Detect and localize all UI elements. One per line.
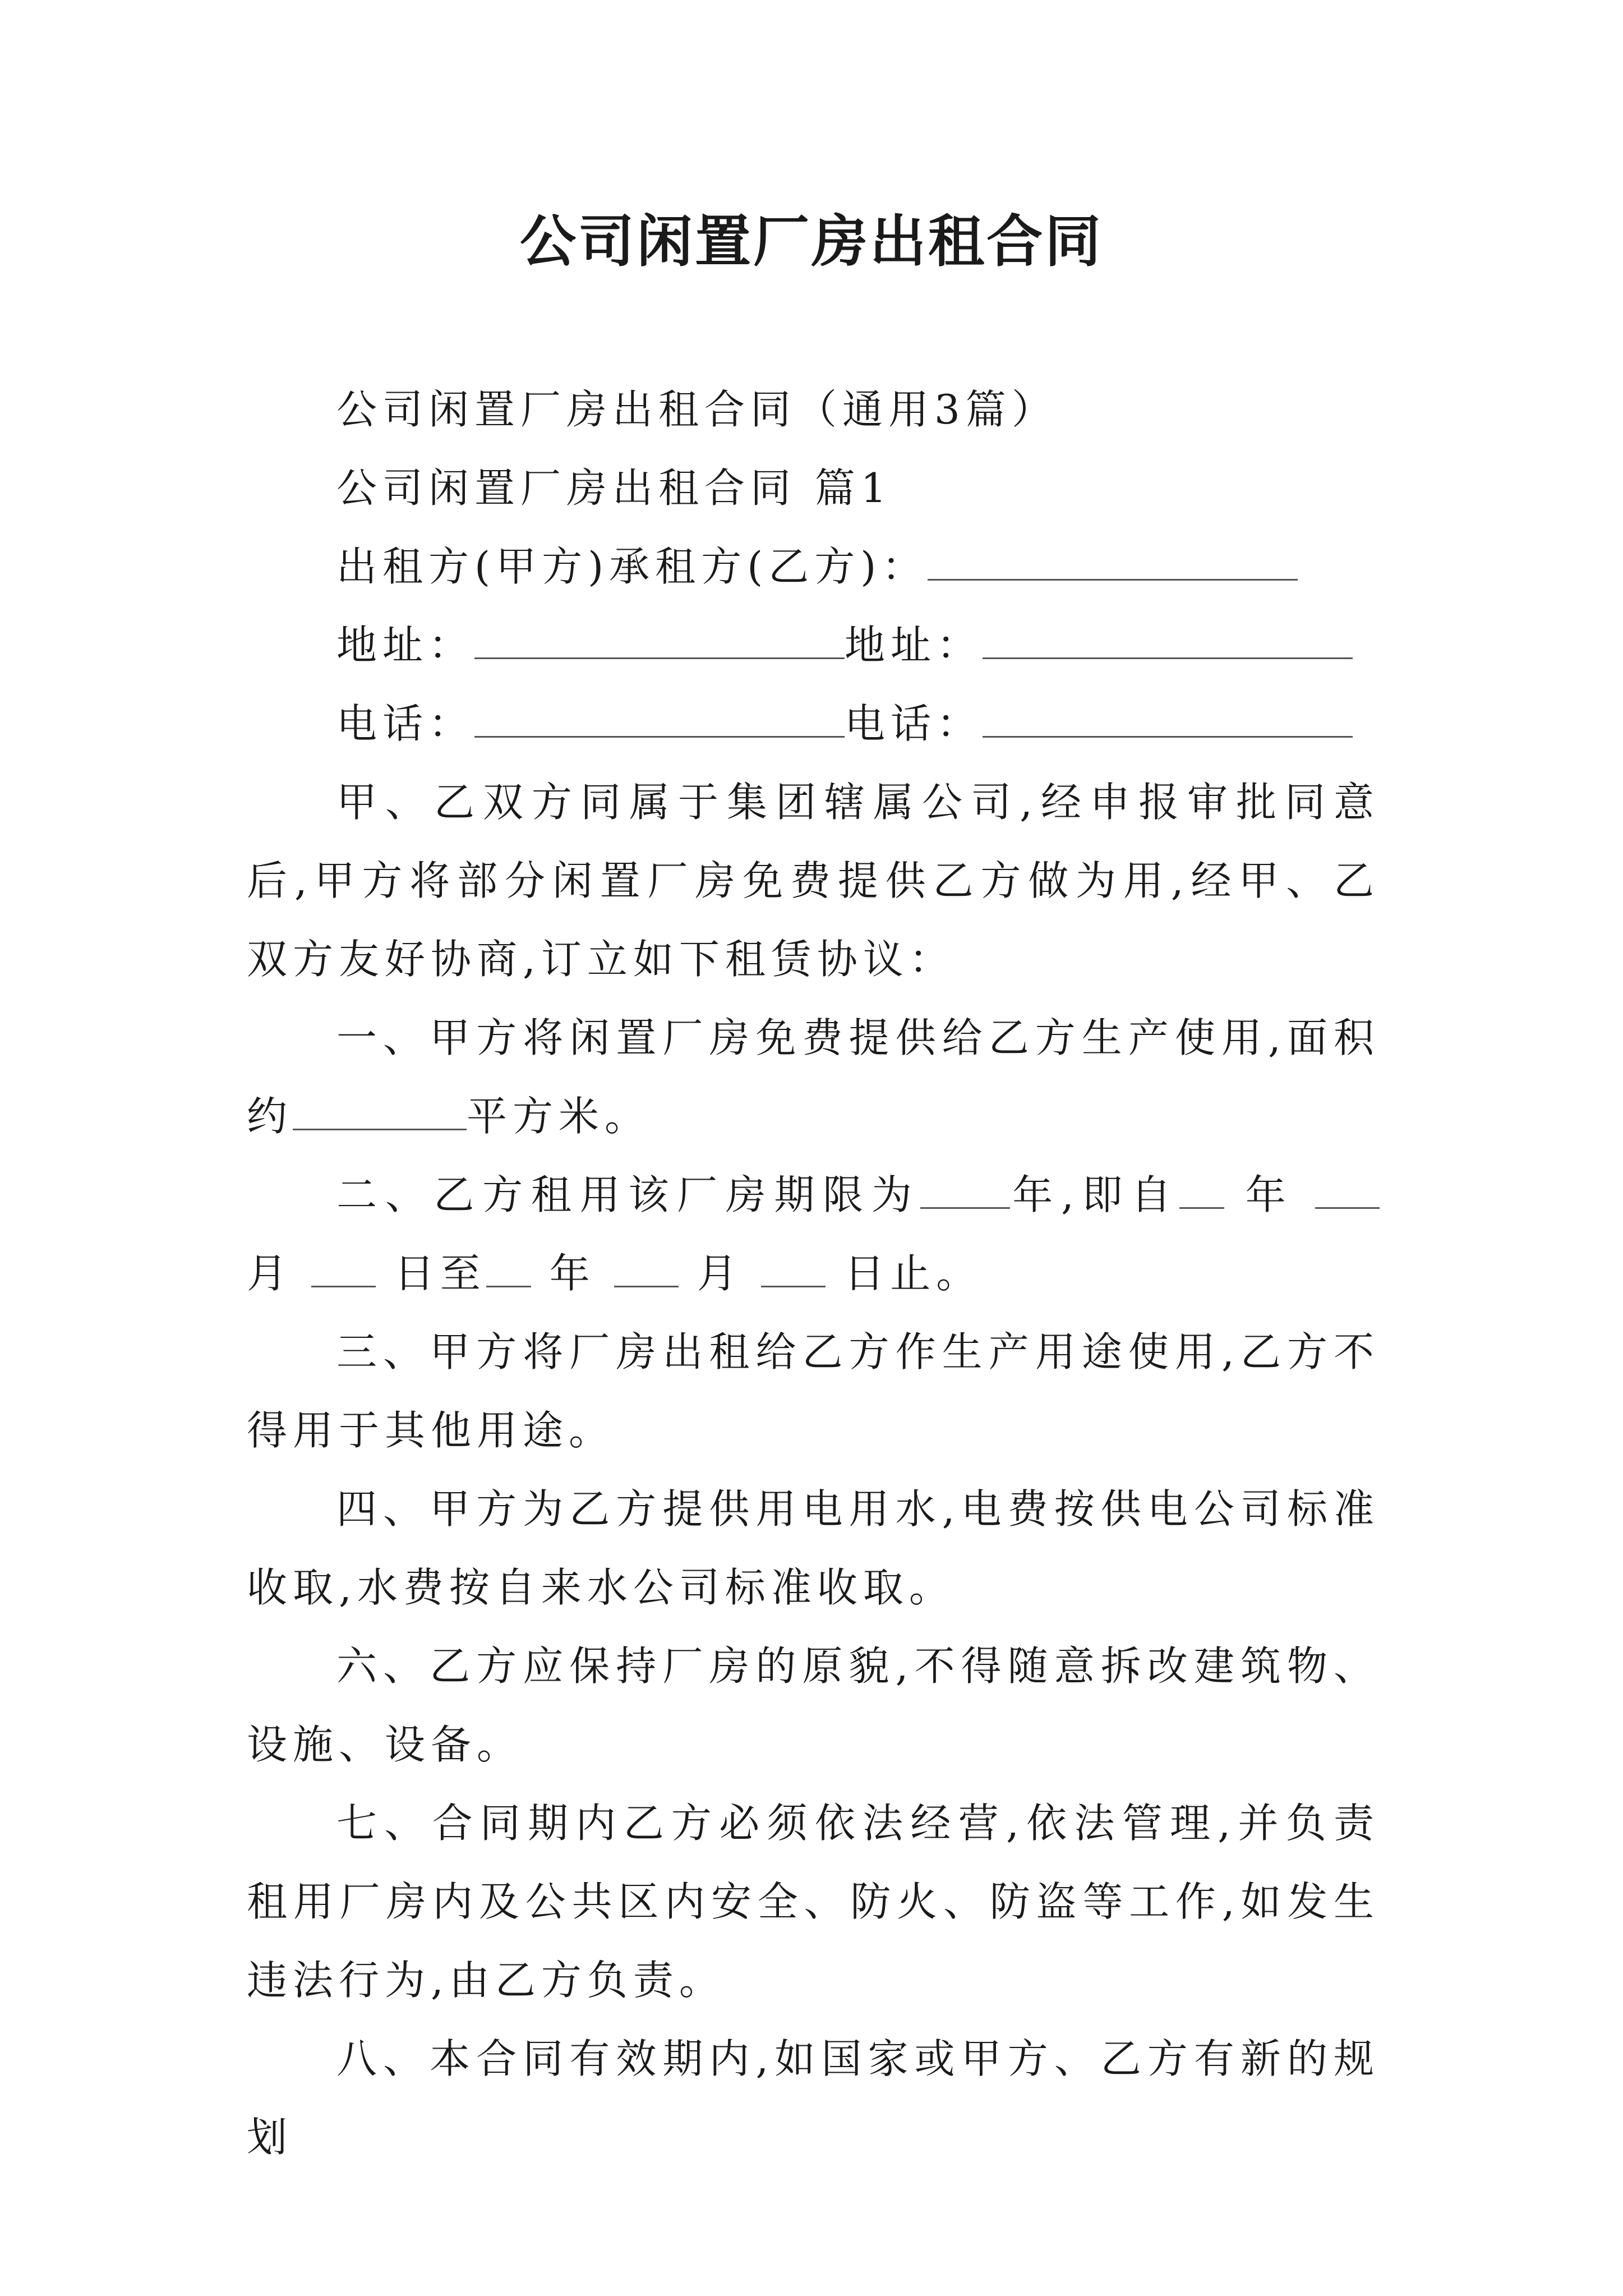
phone-blank-a bbox=[474, 702, 845, 738]
clause-8: 八、本合同有效期内,如国家或甲方、乙方有新的规划 bbox=[247, 2035, 1380, 2161]
phone-label-b: 电话： bbox=[845, 700, 983, 747]
phone-blank-b bbox=[983, 702, 1353, 738]
clause-1-text: 一、甲方将闲置厂房免费提供给乙方生产使用,面积约 bbox=[247, 1014, 1380, 1140]
clause-2-text: 二、乙方租用该厂房期限为 bbox=[336, 1171, 920, 1218]
parties-line bbox=[247, 527, 1380, 606]
clause-2-end-month: 月 bbox=[697, 1250, 743, 1297]
phone-line bbox=[247, 684, 1380, 763]
clause-2-to: 日至 bbox=[394, 1250, 486, 1297]
start-year-blank bbox=[1179, 1174, 1224, 1209]
intro-paragraph: 甲、乙双方同属于集团辖属公司,经申报审批同意后,甲方将部分闲置厂房免费提供乙方做为用,经甲、乙双方友好协商,订立如下租赁协议： bbox=[247, 779, 1380, 983]
lessee-blank bbox=[928, 545, 1298, 581]
clause-6: 六、乙方应保持厂房的原貌,不得随意拆改建筑物、设施、设备。 bbox=[247, 1642, 1380, 1768]
part-heading: 公司闲置厂房出租合同 篇1 bbox=[336, 464, 892, 512]
end-month-blank bbox=[614, 1252, 679, 1287]
phone-label-a: 电话： bbox=[336, 700, 475, 747]
start-day-blank bbox=[311, 1252, 376, 1287]
start-month-blank bbox=[1315, 1174, 1380, 1209]
clause-2 bbox=[247, 1156, 1380, 1313]
address-label-b: 地址： bbox=[845, 622, 983, 669]
address-line bbox=[247, 606, 1380, 684]
clause-1-unit: 平方米。 bbox=[467, 1093, 651, 1140]
address-blank-a bbox=[474, 624, 845, 659]
parties-label: 出租方(甲方)承租方(乙方)： bbox=[336, 543, 928, 590]
end-day-blank bbox=[761, 1252, 826, 1287]
clause-2-end-year: 年 bbox=[549, 1250, 596, 1297]
clause-7: 七、合同期内乙方必须依法经营,依法管理,并负责租用厂房内及公共区内安全、防火、防盗等工作,如发生违法行为,由乙方负责。 bbox=[247, 1800, 1380, 2004]
clause-4: 四、甲方为乙方提供用电用水,电费按供电公司标准收取,水费按自来水公司标准收取。 bbox=[247, 1485, 1380, 1611]
clause-2-from: 年,即自 bbox=[1009, 1171, 1180, 1218]
term-years-blank bbox=[920, 1174, 1010, 1209]
clause-2-end: 日止。 bbox=[844, 1250, 983, 1297]
end-year-blank bbox=[486, 1252, 531, 1287]
document-body bbox=[247, 370, 1380, 2177]
address-blank-b bbox=[983, 624, 1353, 659]
address-label-a: 地址： bbox=[336, 622, 475, 669]
clause-2-year: 年 bbox=[1245, 1171, 1294, 1218]
document-title: 公司闲置厂房出租合同 bbox=[520, 208, 1103, 274]
area-blank bbox=[293, 1095, 467, 1130]
clause-2-month: 月 bbox=[247, 1250, 293, 1297]
clause-1 bbox=[247, 999, 1380, 1156]
clause-3: 三、甲方将厂房出租给乙方作生产用途使用,乙方不得用于其他用途。 bbox=[247, 1328, 1380, 1454]
subtitle-line: 公司闲置厂房出租合同（通用3篇） bbox=[336, 386, 1058, 433]
